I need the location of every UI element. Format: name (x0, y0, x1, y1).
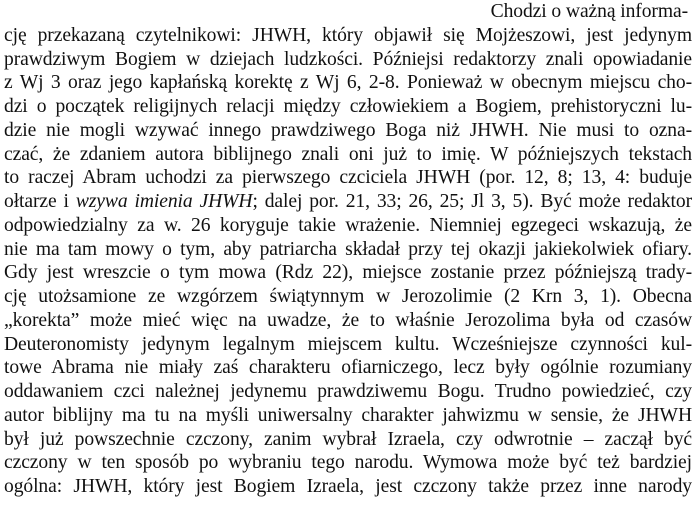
line-9-before: ołtarze i (4, 191, 76, 212)
line-20-text: czczony w ten sposób po wybraniu tego narodu. Wymowa może być też bardziej (4, 452, 692, 474)
text-line-6 (4, 119, 692, 143)
line-7-text: czać, że zdaniem autora biblijnego znali oni już to imię. W późniejszych tekstach (4, 143, 692, 165)
text-line-9 (4, 190, 692, 214)
line-15-text: Deuteronomisty jedynym legalnym miejscem kultu. Wcześniejsze czynności kul- (4, 333, 692, 355)
line-3-text: prawdziwym Bogiem w dziejach ludzkości. Późniejsi redaktorzy znali opowiadanie (4, 48, 692, 70)
text-line-19 (4, 428, 692, 452)
text-line-4 (4, 71, 692, 95)
text-line-3 (4, 48, 692, 72)
text-line-18 (4, 404, 692, 428)
line-10-text: odpowiedzialny za w. 26 koryguje takie wrażenie. Niemniej egzegeci wskazują, że (4, 214, 692, 236)
text-line-2 (4, 24, 692, 48)
text-line-11 (4, 238, 692, 262)
text-line-10 (4, 214, 692, 238)
document-page (4, 0, 692, 499)
line-11-text: nie ma tam mowy o tym, aby patriarcha składał przy tej okazji jakiekolwiek ofiary. (4, 238, 692, 260)
text-line-1 (4, 0, 692, 24)
text-line-20 (4, 451, 692, 475)
text-line-5 (4, 95, 692, 119)
line-21-text: ogólna: JHWH, który jest Bogiem Izraela, jest czczony także przez inne narody (4, 476, 692, 497)
line-8-text: to raczej Abram uchodzi za pierwszego czciciela JHWH (por. 12, 8; 13, 4: buduje (4, 167, 692, 189)
line-13-text: cję utożsamione ze wzgórzem świątynnym w Jerozolimie (2 Krn 3, 1). Obecna (4, 286, 692, 307)
line-9-after: ; dalej por. 21, 33; 26, 25; Jl 3, 5). Być może redaktor (252, 191, 692, 212)
text-line-15 (4, 333, 692, 357)
text-line-8 (4, 166, 692, 190)
text-line-14 (4, 309, 692, 333)
text-line-16 (4, 356, 692, 380)
text-line-21 (4, 475, 692, 499)
line-19-text: był już powszechnie czczony, zanim wybrał Izraela, czy odwrotnie – zaczął być (4, 428, 692, 450)
text-line-13 (4, 285, 692, 309)
line-14-text: „korekta” może mieć więc na uwadze, że to właśnie Jerozolima była od czasów (4, 309, 692, 331)
line-18-text: autor biblijny ma tu na myśli uniwersalny charakter jahwizmu w sensie, że JHWH (4, 404, 692, 426)
line-17-text: oddawaniem czci należnej jedynemu prawdziwemu Bogu. Trudno powiedzieć, czy (4, 381, 692, 402)
line-6-text: dzie nie mogli wzywać innego prawdziwego Boga niż JHWH. Nie musi to ozna- (4, 119, 692, 141)
line-9-italic: wzywa imienia JHWH (75, 191, 253, 212)
line-12-text: Gdy jest wreszcie o tym mowa (Rdz 22), miejsce zostanie przez późniejszą trady- (4, 262, 692, 284)
line-5-text: dzi o początek religijnych relacji między człowiekiem a Bogiem, prehistoryczni lu- (4, 96, 692, 117)
line-4-text: z Wj 3 oraz jego kapłańską korektę z Wj 6, 2-8. Ponieważ w obecnym miejscu cho- (4, 72, 692, 94)
line-1-text: Chodzi o ważną informa- (490, 1, 688, 22)
text-line-17 (4, 380, 692, 404)
text-line-12 (4, 261, 692, 285)
line-2-text: cję przekazaną czytelnikowi: JHWH, który objawił się Mojżeszowi, jest jedynym (4, 24, 692, 46)
line-16-text: towe Abrama nie miały zaś charakteru ofiarniczego, lecz były ogólnie rozumiany (4, 357, 692, 379)
text-line-7 (4, 143, 692, 167)
